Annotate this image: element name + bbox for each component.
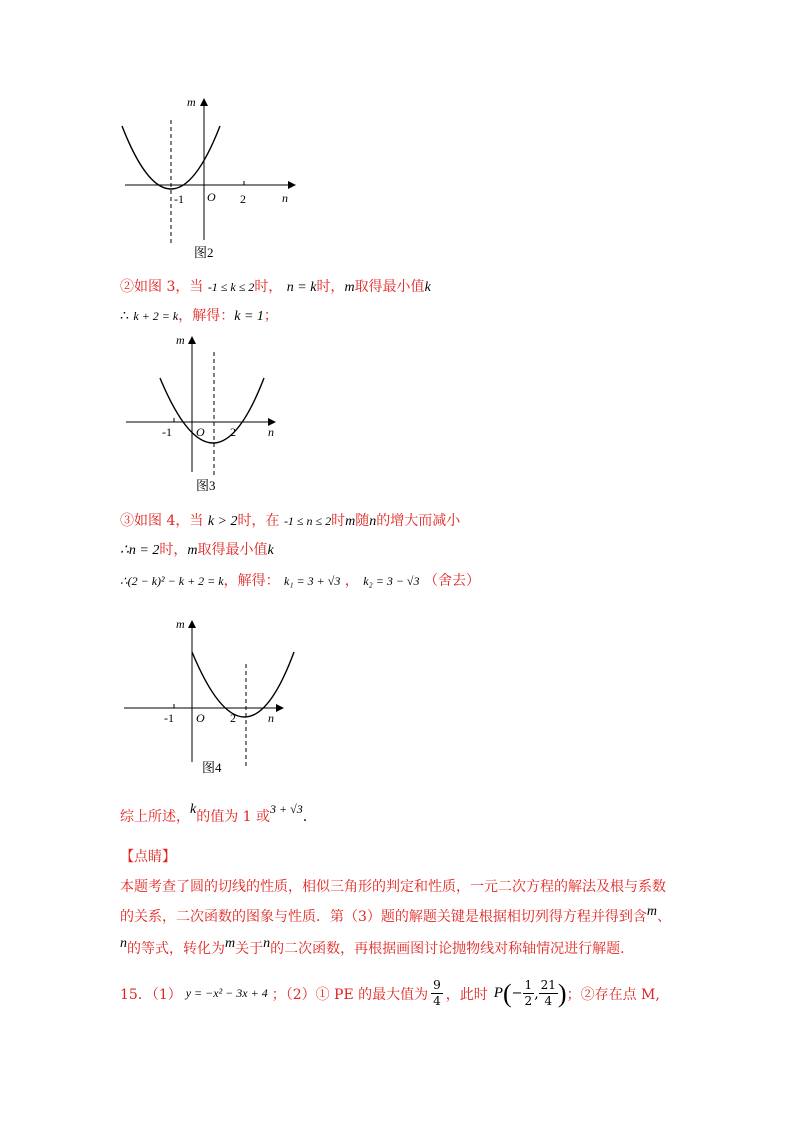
dianjing-text-b: 的等式，转化为 <box>127 941 225 957</box>
case2-end: ； <box>263 308 278 324</box>
x-axis-label: n <box>282 191 288 205</box>
fraction-numerator: 9 <box>433 978 441 992</box>
right-paren: ) <box>557 978 567 1008</box>
case3-k1: k₁ = 3 + √3 <box>284 574 341 588</box>
x-axis-label: n <box>268 425 274 439</box>
case2-solve-text: ，解得： <box>178 308 235 324</box>
dianjing-m-2: m <box>225 936 236 951</box>
fraction-denominator: 2 <box>524 994 533 1008</box>
x-axis-arrow <box>276 704 284 712</box>
summary-line <box>120 802 308 826</box>
case3-line3 <box>120 570 480 590</box>
q15-number: 15．（1） <box>120 986 182 1003</box>
origin-label: O <box>196 425 205 439</box>
q15-text-2: ，此时 <box>445 986 488 1003</box>
parabola-curve <box>160 378 264 443</box>
case3-text: ③如图 4，当 <box>120 513 204 529</box>
dianjing-text-a: 的关系，二次函数的图象与性质．第（3）题的解题关键是根据相切列得方程并得到含 <box>120 909 647 925</box>
case3-k2: k₂ = 3 − √3 <box>363 574 420 588</box>
left-paren: ( <box>502 978 512 1008</box>
y-axis-arrow <box>188 620 196 628</box>
q15-py-fraction <box>539 978 558 1009</box>
case2-text-4: 取得最小值 <box>354 279 425 295</box>
tick-label-2: 2 <box>230 425 236 439</box>
dianjing-sep: 、 <box>657 909 672 925</box>
q15-line <box>120 978 660 1009</box>
case3-note: （舍去） <box>423 573 480 589</box>
summary-text: 综上所述， <box>120 809 190 825</box>
summary-text-2: 的值为 1 或 <box>196 809 271 825</box>
x-axis-arrow <box>288 181 296 189</box>
case2-line2 <box>120 305 278 325</box>
y-axis-label: m <box>176 333 185 347</box>
case2-eq: n = k <box>286 280 317 295</box>
case2-text-3: 时， <box>316 279 345 295</box>
q15-text: ；（2）① PE 的最大值为 <box>271 986 429 1003</box>
case3-solve-text: ，解得： <box>223 573 280 589</box>
case3-text-2: 时，在 <box>237 513 280 529</box>
fraction-denominator: 4 <box>544 994 553 1008</box>
q15-end: ；②存在点 M, <box>566 986 660 1003</box>
case3-m-2: m <box>187 543 198 558</box>
figure-4-graph <box>118 612 303 780</box>
summary-value: 3 + √3 <box>270 802 303 816</box>
fraction-numerator: 1 <box>524 978 533 992</box>
case3-sep: ， <box>344 573 359 589</box>
dianjing-n-2: n <box>263 936 271 951</box>
figure-caption: 图4 <box>202 760 222 775</box>
case2-inequality: -1 ≤ k ≤ 2 <box>207 280 255 294</box>
tick-label-2: 2 <box>230 711 236 725</box>
origin-label: O <box>207 190 216 204</box>
case3-text-7: 取得最小值 <box>197 542 268 558</box>
case2-text: ②如图 3，当 <box>120 279 204 295</box>
dianjing-line2 <box>120 906 671 926</box>
y-axis-arrow <box>200 98 208 106</box>
y-axis-label: m <box>176 617 185 631</box>
dianjing-line1: 本题考查了圆的切线的性质，相似三角形的判定和性质，一元二次方程的解法及根与系数 <box>120 879 666 895</box>
therefore-symbol: ∴ <box>120 308 129 324</box>
q15-max-fraction <box>431 978 443 1009</box>
dianjing-n: n <box>120 936 127 951</box>
case2-result: k = 1 <box>234 309 264 324</box>
dianjing-m: m <box>646 904 658 919</box>
case2-k: k <box>424 280 431 295</box>
case2-text-2: 时， <box>254 279 283 295</box>
minus-sign: − <box>511 986 523 1001</box>
summary-end: . <box>302 809 308 825</box>
comma: , <box>534 985 539 1002</box>
dianjing-title: 【点睛】 <box>120 849 176 865</box>
tick-label-neg1: -1 <box>164 711 174 725</box>
figure-caption: 图3 <box>196 478 216 493</box>
case3-range: -1 ≤ n ≤ 2 <box>283 514 332 528</box>
q15-equation: y = −x² − 3x + 4 <box>185 986 268 1000</box>
figure-caption: 图2 <box>194 245 214 260</box>
case3-text-4: 随 <box>355 513 370 529</box>
q15-px-fraction <box>523 978 535 1009</box>
case3-k: k <box>267 543 274 558</box>
case2-equation: k + 2 = k <box>133 309 179 323</box>
case3-condition: k > 2 <box>207 514 238 529</box>
case3-line2 <box>120 539 274 559</box>
figure-2-graph <box>110 90 300 270</box>
tick-label-2: 2 <box>240 192 246 206</box>
summary-k: k <box>190 802 197 817</box>
case3-text-6: 时， <box>159 542 188 558</box>
origin-label: O <box>196 711 205 725</box>
case3-m: m <box>345 514 356 529</box>
dianjing-line3 <box>120 938 625 958</box>
dianjing-text-d: 的二次函数，再根据画图讨论抛物线对称轴情况进行解题. <box>270 941 625 957</box>
tick-label-neg1: -1 <box>174 192 184 206</box>
fraction-denominator: 4 <box>433 994 441 1008</box>
case3-n: n <box>369 514 377 529</box>
y-axis-arrow <box>188 336 196 344</box>
dianjing-text-c: 关于 <box>235 941 264 957</box>
x-axis-label: n <box>268 711 274 725</box>
case3-equation: ∴(2 − k)² − k + 2 = k <box>120 574 224 588</box>
tick-label-neg1: -1 <box>162 425 172 439</box>
case3-text-5: 的增大而减小 <box>376 513 461 529</box>
case3-n-eq: ∴n = 2 <box>120 543 160 558</box>
figure-3-graph <box>118 330 293 495</box>
case3-line1 <box>120 510 460 530</box>
case3-text-3: 时 <box>331 513 346 529</box>
case2-m: m <box>344 280 355 295</box>
fraction-numerator: 21 <box>540 978 556 992</box>
q15-point-label: P <box>493 985 503 1001</box>
y-axis-label: m <box>187 95 196 109</box>
case2-line1 <box>120 276 431 296</box>
